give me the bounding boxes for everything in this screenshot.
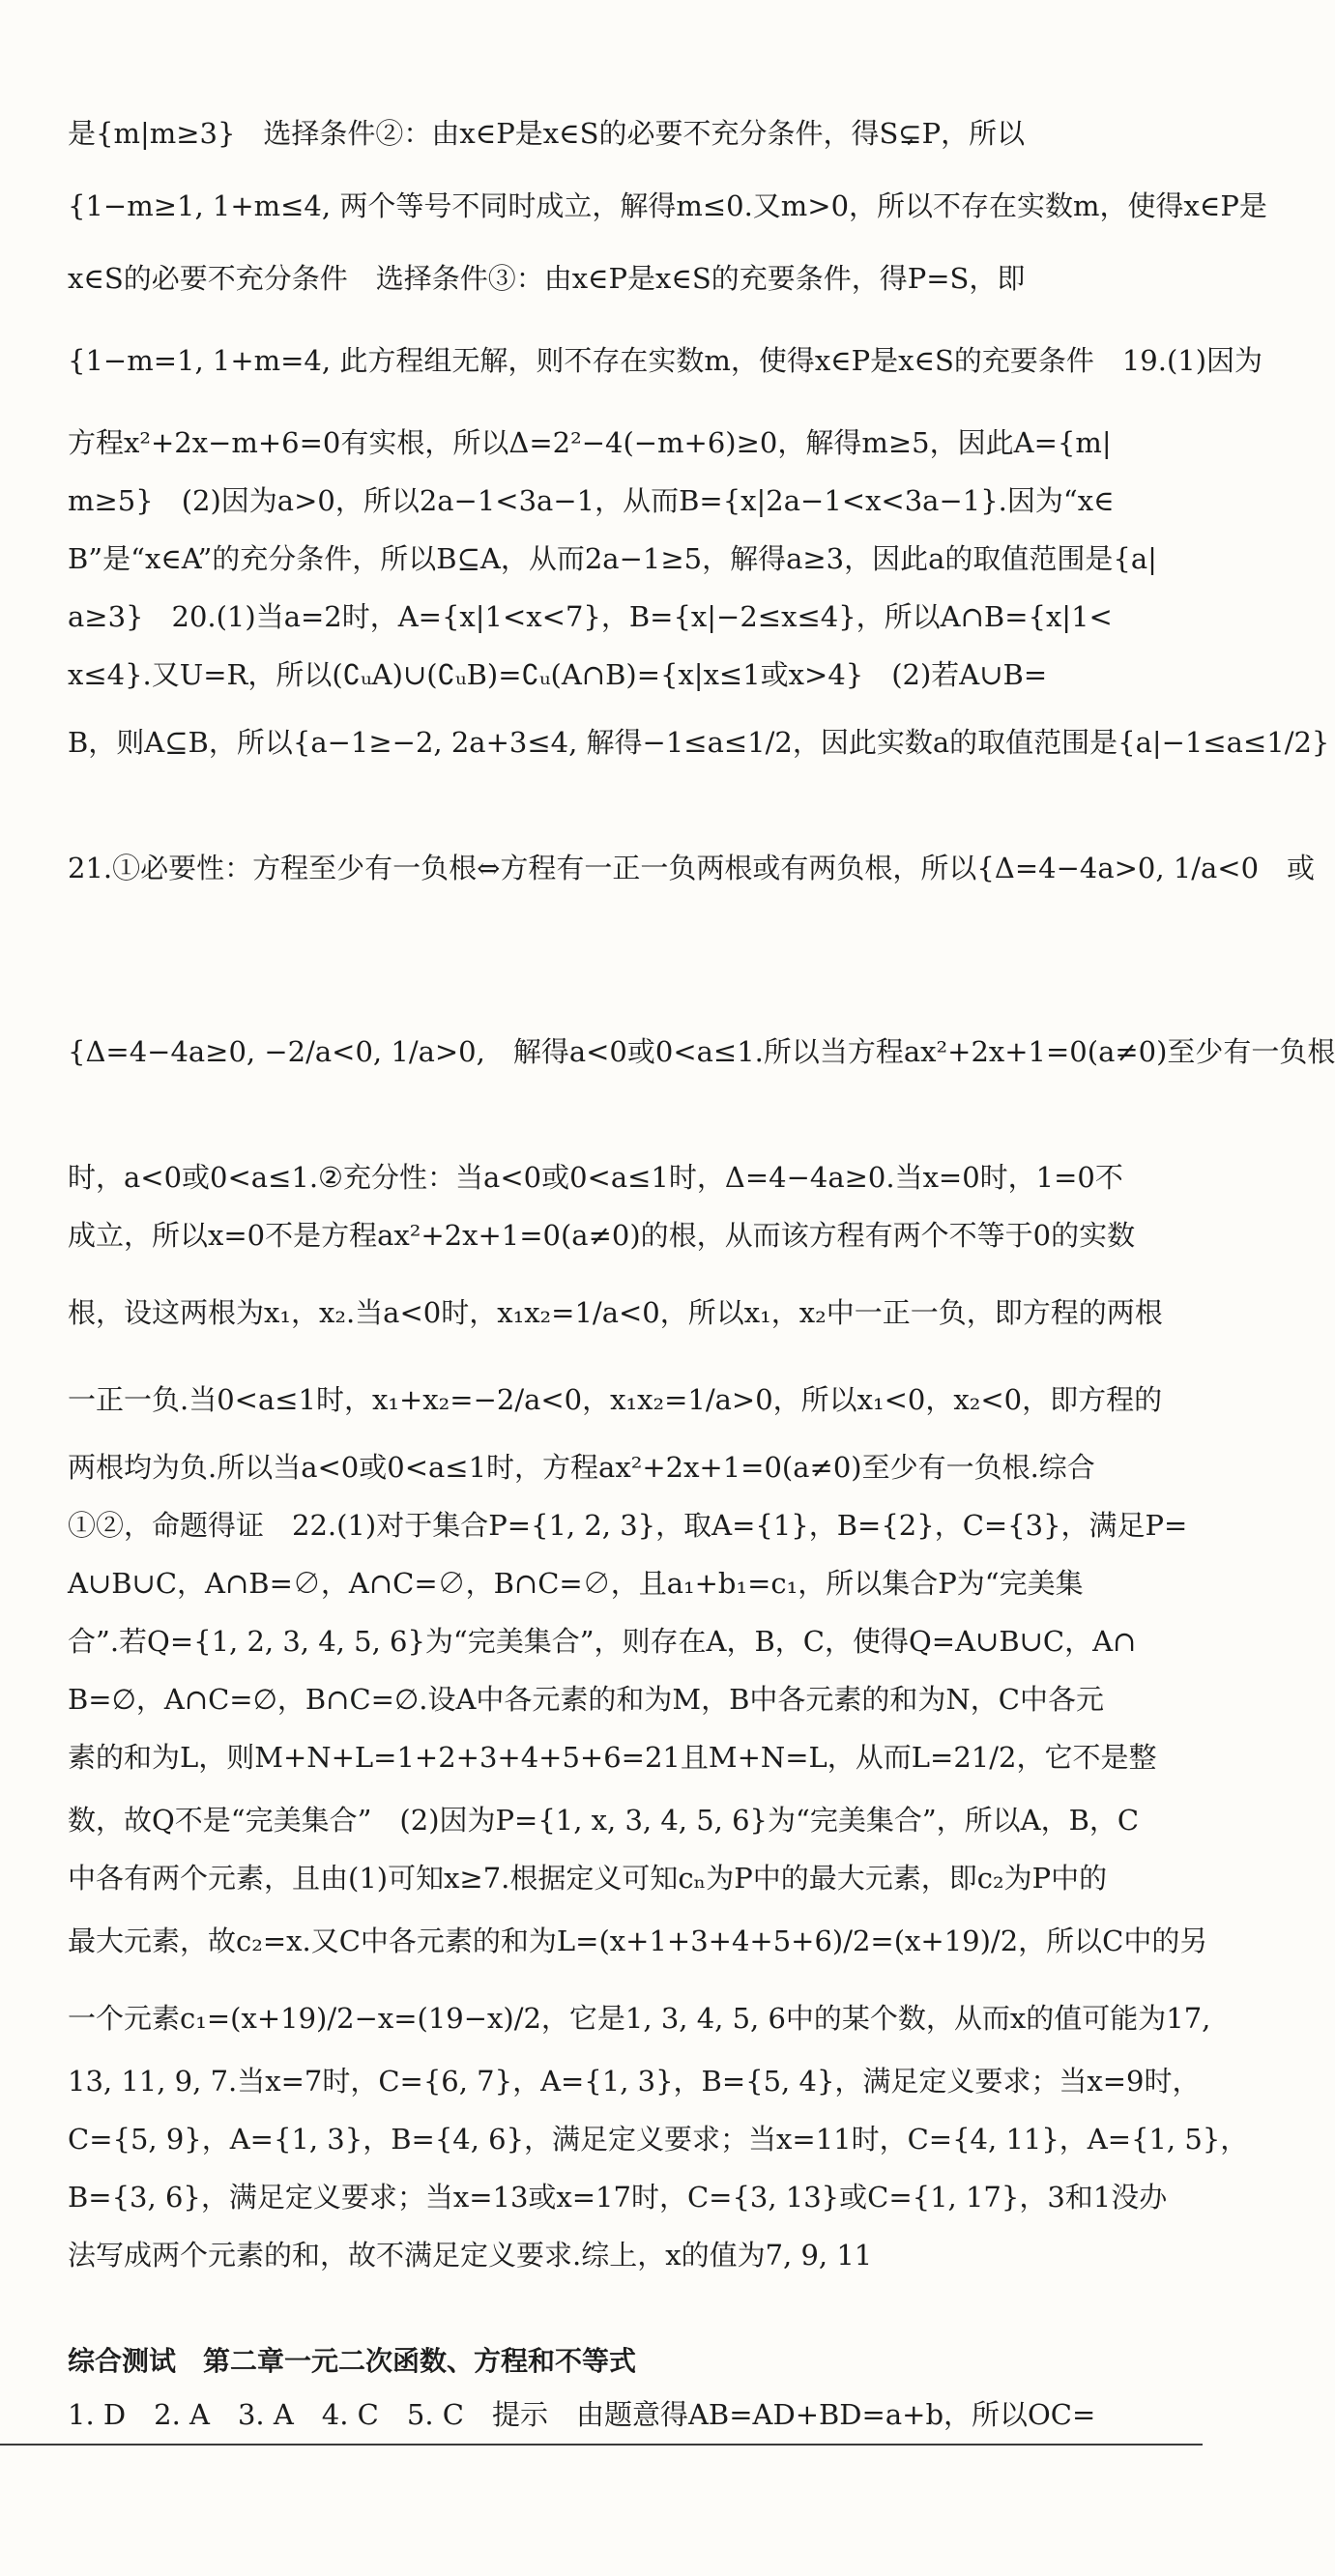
text-line: ①②，命题得证 22.(1)对于集合P={1, 2, 3}，取A={1}，B={2}，C={3}，满足P= [68, 1509, 1188, 1542]
text-line: 13, 11, 9, 7.当x=7时，C={6, 7}，A={1, 3}，B={5, 4}，满足定义要求；当x=9时， [68, 2065, 1201, 2098]
text-line: 一个元素c₁=(x+19)/2−x=(19−x)/2，它是1, 3, 4, 5, 6中的某个数，从而x的值可能为17, [68, 2002, 1211, 2035]
text-line: x≤4}.又U=R，所以(∁ᵤA)∪(∁ᵤB)=∁ᵤ(A∩B)={x|x≤1或x>4} (2)若A∪B= [68, 658, 1048, 691]
text-line: 是{m|m≥3} 选择条件②：由x∈P是x∈S的必要不充分条件，得S⊊P，所以 [68, 117, 1026, 150]
text-line: x∈S的必要不充分条件 选择条件③：由x∈P是x∈S的充要条件，得P=S，即 [68, 262, 1026, 295]
text-line: 根，设这两根为x₁，x₂.当a<0时，x₁x₂=1/a<0，所以x₁，x₂中一正一负，即方程的两根 [68, 1296, 1163, 1329]
answers-line: 1. D 2. A 3. A 4. C 5. C 提示 由题意得AB=AD+BD=a+b，所以OC= [68, 2398, 1096, 2431]
text-line: B，则A⊆B，所以{a−1≥−2, 2a+3≤4, 解得−1≤a≤1/2，因此实数a的取值范围是{a|−1≤a≤1/2} [68, 726, 1330, 759]
text-line: 21.①必要性：方程至少有一负根⇔方程有一正一负两根或有两负根，所以{Δ=4−4a>0, 1/a<0 或 [68, 852, 1316, 884]
text-line: 方程x²+2x−m+6=0有实根，所以Δ=2²−4(−m+6)≥0，解得m≥5，因此A={m| [68, 426, 1112, 459]
text-line: 素的和为L，则M+N+L=1+2+3+4+5+6=21且M+N=L，从而L=21/2，它不是整 [68, 1741, 1157, 1774]
text-line: 成立，所以x=0不是方程ax²+2x+1=0(a≠0)的根，从而该方程有两个不等于0的实数 [68, 1219, 1136, 1252]
text-line: {Δ=4−4a≥0, −2/a<0, 1/a>0, 解得a<0或0<a≤1.所以当方程ax²+2x+1=0(a≠0)至少有一负根 [68, 1035, 1335, 1068]
text-line: a≥3} 20.(1)当a=2时，A={x|1<x<7}，B={x|−2≤x≤4}，所以A∩B={x|1< [68, 600, 1113, 633]
text-line: B=∅，A∩C=∅，B∩C=∅.设A中各元素的和为M，B中各元素的和为N，C中各元 [68, 1683, 1104, 1716]
text-line: 中各有两个元素，且由(1)可知x≥7.根据定义可知cₙ为P中的最大元素，即c₂为P中的 [68, 1862, 1108, 1895]
text-line: 法写成两个元素的和，故不满足定义要求.综上，x的值为7, 9, 11 [68, 2239, 873, 2272]
text-line: B”是“x∈A”的充分条件，所以B⊆A，从而2a−1≥5，解得a≥3，因此a的取值范围是{a| [68, 542, 1157, 575]
text-line: 合”.若Q={1, 2, 3, 4, 5, 6}为“完美集合”，则存在A，B，C，使得Q=A∪B∪C，A∩ [68, 1625, 1137, 1658]
text-line: 两根均为负.所以当a<0或0<a≤1时，方程ax²+2x+1=0(a≠0)至少有一负根.综合 [68, 1451, 1095, 1484]
text-line: m≥5} (2)因为a>0，所以2a−1<3a−1，从而B={x|2a−1<x<3a−1}.因为“x∈ [68, 484, 1115, 517]
text-line: 一正一负.当0<a≤1时，x₁+x₂=−2/a<0，x₁x₂=1/a>0，所以x₁<0，x₂<0，即方程的 [68, 1383, 1163, 1416]
text-line: C={5, 9}，A={1, 3}，B={4, 6}，满足定义要求；当x=11时，C={4, 11}，A={1, 5}， [68, 2123, 1249, 2156]
text-line: B={3, 6}，满足定义要求；当x=13或x=17时，C={3, 13}或C={1, 17}，3和1没办 [68, 2181, 1168, 2214]
text-line: 最大元素，故c₂=x.又C中各元素的和为L=(x+1+3+4+5+6)/2=(x+19)/2，所以C中的另 [68, 1925, 1208, 1957]
text-line: 时，a<0或0<a≤1.②充分性：当a<0或0<a≤1时，Δ=4−4a≥0.当x=0时，1=0不 [68, 1161, 1123, 1194]
text-line: A∪B∪C，A∩B=∅，A∩C=∅，B∩C=∅，且a₁+b₁=c₁，所以集合P为“完美集 [68, 1567, 1084, 1600]
section-title: 综合测试 第二章一元二次函数、方程和不等式 [68, 2345, 637, 2377]
text-line: 数，故Q不是“完美集合” (2)因为P={1, x, 3, 4, 5, 6}为“完美集合”，所以A，B，C [68, 1804, 1140, 1837]
text-line: {1−m≥1, 1+m≤4, 两个等号不同时成立，解得m≤0.又m>0，所以不存在实数m，使得x∈P是 [68, 189, 1267, 222]
text-line: {1−m=1, 1+m=4, 此方程组无解，则不存在实数m，使得x∈P是x∈S的充要条件 19.(1)因为 [68, 344, 1263, 377]
bottom-rule [0, 2444, 1203, 2446]
